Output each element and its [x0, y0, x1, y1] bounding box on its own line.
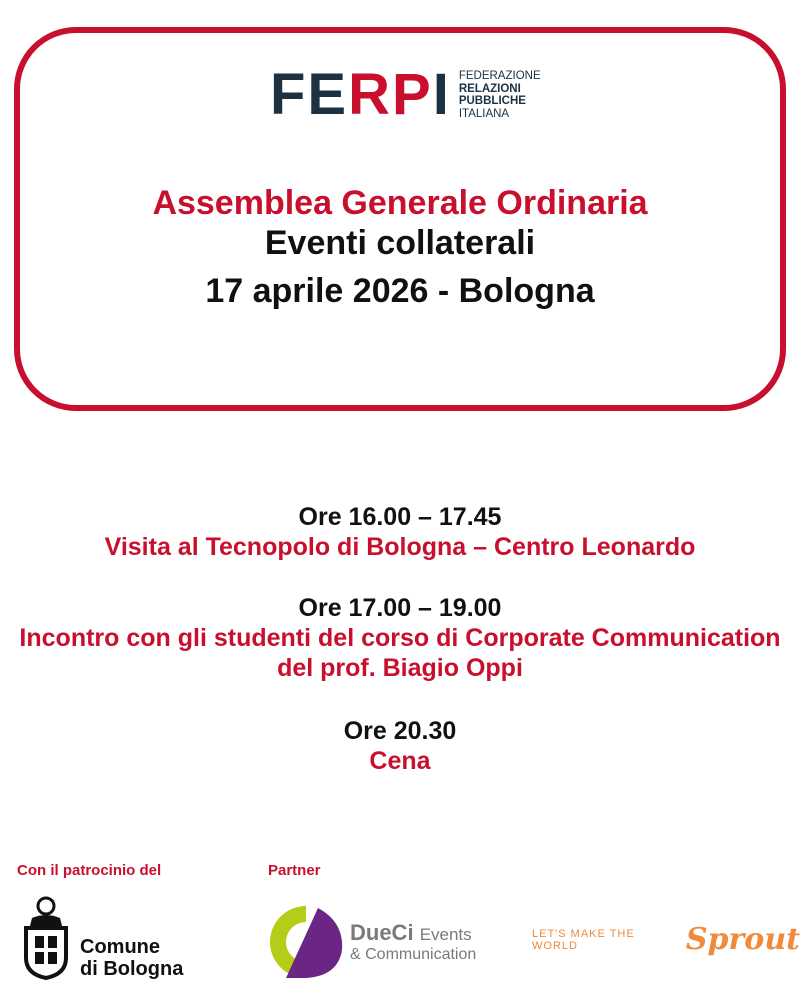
logo-subtitle: [459, 70, 541, 120]
logo-line: PUBBLICHE: [458, 95, 526, 107]
ferpi-logo: [270, 62, 541, 127]
sprout-name: Sprout: [685, 922, 800, 957]
sprout-tagline: LET'S MAKE THE WORLD: [532, 927, 635, 952]
dueci-mark-icon: [266, 902, 346, 982]
comune-line: di Bologna: [80, 958, 184, 980]
dueci-logo: [266, 902, 476, 982]
comune-bologna-logo: [18, 896, 183, 980]
schedule-item: Visita al Tecnopolo di Bologna – Centro Leonardo: [104, 533, 696, 561]
comune-line: Comune: [80, 936, 160, 958]
schedule-time: Ore 17.00 – 19.00: [298, 594, 502, 622]
schedule-item: Cena: [369, 747, 431, 775]
schedule-time: Ore 20.30: [343, 717, 457, 745]
sprout-logo: [532, 922, 800, 957]
patronage-label: Con il patrocinio del: [17, 862, 162, 879]
schedule-time: Ore 16.00 – 17.45: [298, 503, 502, 531]
dueci-name: DueCi: [350, 920, 414, 945]
dueci-tagline: & Communication: [350, 946, 477, 963]
logo-rp: RP: [348, 62, 433, 127]
partner-label: Partner: [268, 862, 321, 879]
logo-line: FEDERAZIONE: [458, 70, 541, 82]
page-title: Assemblea Generale Ordinaria: [152, 184, 648, 222]
schedule-item: Incontro con gli studenti del corso di Corporate Communication: [19, 624, 781, 652]
logo-line: ITALIANA: [458, 107, 510, 120]
dueci-events: Events: [419, 925, 472, 944]
logo-fe: FE: [270, 62, 349, 127]
logo-i: I: [432, 62, 451, 127]
logo-line: RELAZIONI: [458, 82, 521, 95]
page-subtitle: Eventi collaterali: [264, 224, 536, 262]
event-date: 17 aprile 2026 - Bologna: [205, 272, 595, 310]
schedule-item: del prof. Biagio Oppi: [277, 654, 523, 682]
bologna-crest-icon: [18, 896, 74, 980]
